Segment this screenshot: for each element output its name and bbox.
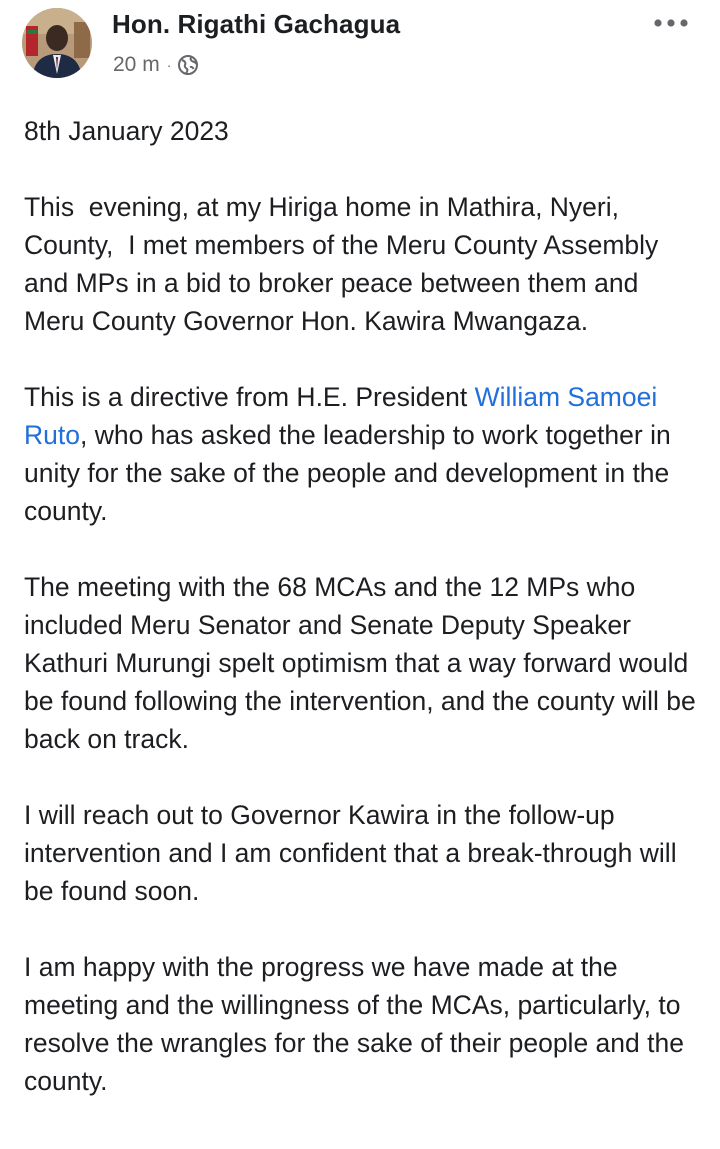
post-meta xyxy=(113,52,199,78)
paragraph-2-text-before: This is a directive from H.E. President xyxy=(24,382,475,412)
post-paragraph-4: I will reach out to Governor Kawira in the follow-up intervention and I am confident that a break-through will be found soon. xyxy=(24,800,684,906)
post-paragraph-1: This evening, at my Hiriga home in Mathira, Nyeri, County, I met members of the Meru County Assembly and MPs in a bid to broker peace between them and Meru County Governor Hon. Kawira Mwangaza. xyxy=(24,192,666,336)
mention-link[interactable]: William Samoei Ruto xyxy=(24,382,665,450)
post-paragraph-2 xyxy=(24,378,704,530)
post-paragraph-3: The meeting with the 68 MCAs and the 12 MPs who included Meru Senator and Senate Deputy Speaker Kathuri Murungi spelt optimism that a way forward would be found following the intervention, and the county will be back on track. xyxy=(24,572,704,754)
avatar-image xyxy=(22,8,92,78)
post-paragraph-5: I am happy with the progress we have made at the meeting and the willingness of the MCAs, particularly, to resolve the wrangles for the sake of their people and the county. xyxy=(24,952,692,1096)
paragraph-2-text-after: , who has asked the leadership to work together in unity for the sake of the people and development in the county. xyxy=(24,420,679,526)
avatar[interactable] xyxy=(22,8,92,78)
post-date-line: 8th January 2023 xyxy=(24,116,229,146)
post-body xyxy=(24,112,704,1100)
more-dots-icon xyxy=(654,19,688,27)
meta-separator: · xyxy=(166,57,172,73)
more-options-button[interactable] xyxy=(647,6,695,40)
globe-icon[interactable] xyxy=(177,54,199,76)
post-header xyxy=(0,0,720,100)
author-name[interactable]: Hon. Rigathi Gachagua xyxy=(112,9,401,39)
post-timestamp[interactable]: 20 m xyxy=(113,53,160,76)
